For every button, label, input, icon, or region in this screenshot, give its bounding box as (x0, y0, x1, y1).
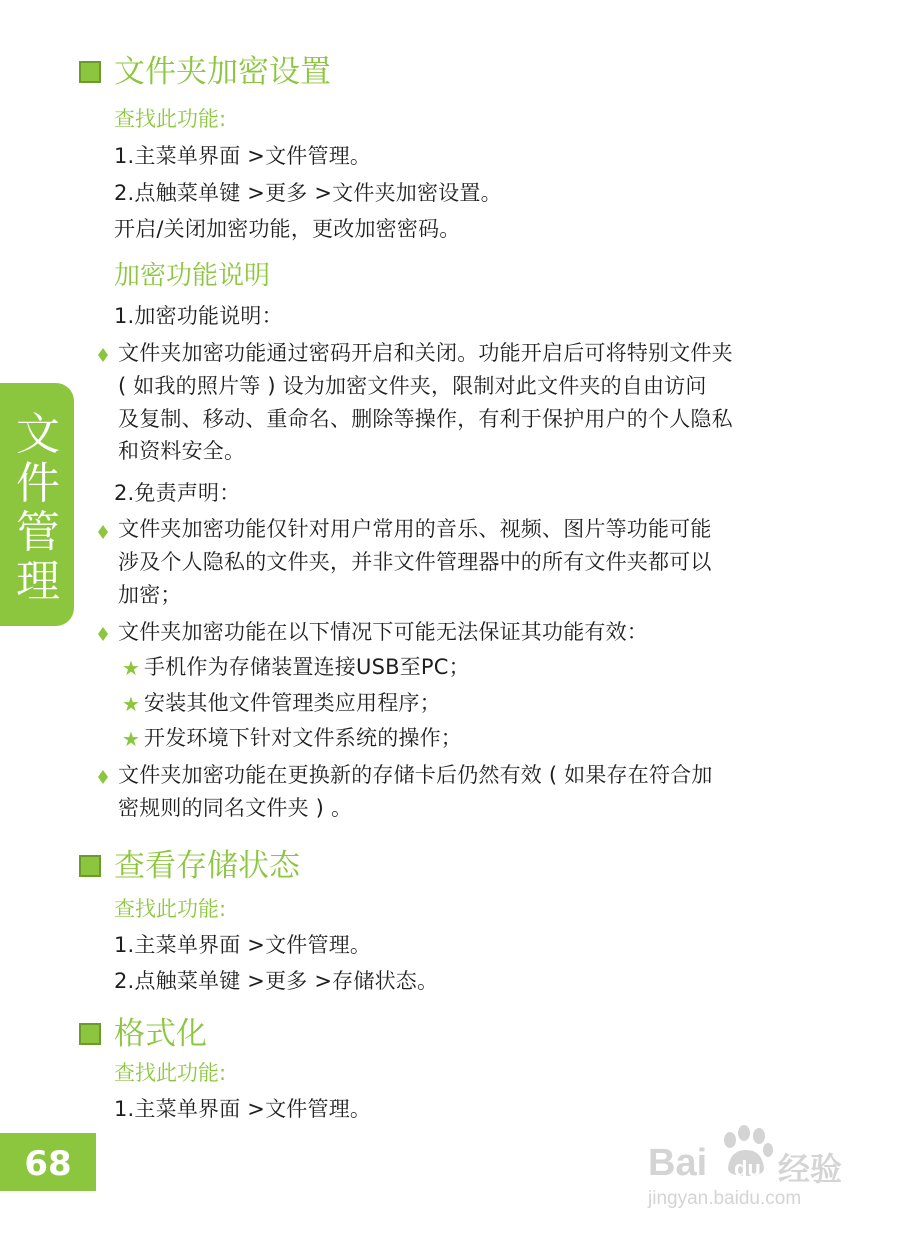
side-tab-char: 件 (16, 458, 60, 509)
step-2: 2.点触菜单键 >更多 >存储状态。 (114, 969, 439, 993)
page-number: 68 (24, 1144, 72, 1184)
star-icon: ★ (122, 727, 140, 751)
item1-bullet-line: ( 如我的照片等 ) 设为加密文件夹，限制对此文件夹的自由访问 (118, 374, 707, 398)
watermark-url: jingyan.baidu.com (648, 1188, 802, 1209)
step-1: 1.主菜单界面 >文件管理。 (114, 1097, 372, 1121)
side-tab-char: 文 (16, 409, 60, 460)
find-label: 查找此功能: (114, 1061, 227, 1085)
section-title-encrypt: 文件夹加密设置 (114, 54, 331, 90)
find-label: 查找此功能: (114, 107, 227, 131)
bullet-c-line: 密规则的同名文件夹 ) 。 (118, 796, 353, 820)
find-label: 查找此功能: (114, 897, 227, 921)
item1-heading: 1.加密功能说明： (114, 304, 283, 328)
diamond-bullet-icon (98, 525, 108, 539)
item1-bullet-line: 及复制、移动、重命名、删除等操作，有利于保护用户的个人隐私 (118, 407, 733, 431)
step-2: 2.点触菜单键 >更多 >文件夹加密设置。 (114, 181, 502, 205)
side-tab-char: 理 (16, 556, 60, 607)
watermark-brand-right: 经验 (778, 1150, 843, 1188)
bullet-a-line: 文件夹加密功能仅针对用户常用的音乐、视频、图片等功能可能 (118, 517, 712, 541)
bullet-a-line: 加密； (118, 583, 182, 607)
page-number-box (0, 1133, 96, 1191)
diamond-bullet-icon (98, 627, 108, 641)
star-item: 手机作为存储装置连接USB至PC； (144, 655, 470, 679)
section-marker-icon (79, 61, 101, 83)
bullet-b-line: 文件夹加密功能在以下情况下可能无法保证其功能有效： (118, 620, 648, 644)
star-item: 开发环境下针对文件系统的操作； (144, 726, 462, 750)
watermark-brand-left: Bai (648, 1142, 708, 1184)
baidu-watermark (648, 1128, 868, 1218)
item1-bullet-line: 和资料安全。 (118, 439, 246, 463)
subsection-title-explain: 加密功能说明 (114, 261, 271, 291)
item2-heading: 2.免责声明： (114, 481, 241, 505)
step-1: 1.主菜单界面 >文件管理。 (114, 144, 372, 168)
star-item: 安装其他文件管理类应用程序； (144, 691, 441, 715)
section-title-format: 格式化 (114, 1016, 207, 1052)
side-tab-char: 管 (16, 507, 60, 558)
section-marker-icon (79, 855, 101, 877)
watermark-brand-mid: du (734, 1156, 761, 1181)
section-title-storage: 查看存储状态 (114, 848, 300, 884)
item1-bullet-line: 文件夹加密功能通过密码开启和关闭。功能开启后可将特别文件夹 (118, 341, 733, 365)
chapter-side-tab (0, 383, 74, 626)
section-marker-icon (79, 1023, 101, 1045)
diamond-bullet-icon (98, 770, 108, 784)
bullet-c-line: 文件夹加密功能在更换新的存储卡后仍然有效 ( 如果存在符合加 (118, 763, 713, 787)
diamond-bullet-icon (98, 348, 108, 362)
star-icon: ★ (122, 692, 140, 716)
star-icon: ★ (122, 656, 140, 680)
encrypt-note: 开启/关闭加密功能，更改加密密码。 (114, 217, 461, 241)
step-1: 1.主菜单界面 >文件管理。 (114, 933, 372, 957)
bullet-a-line: 涉及个人隐私的文件夹，并非文件管理器中的所有文件夹都可以 (118, 550, 712, 574)
